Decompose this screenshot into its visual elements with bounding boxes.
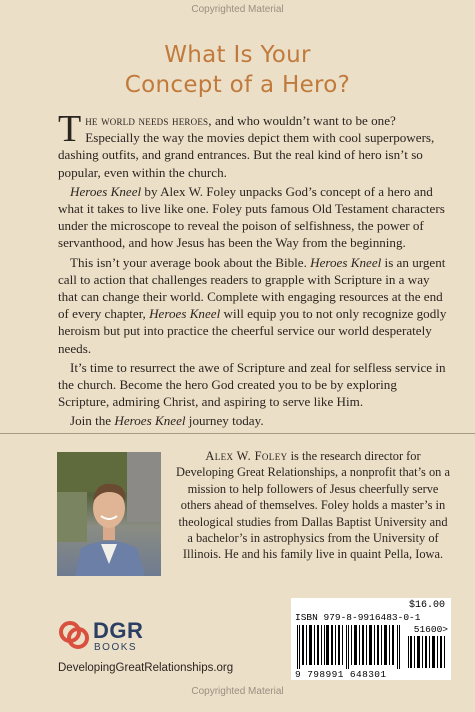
- description-paragraph-1: [58, 108, 450, 181]
- isbn-barcode: [291, 598, 451, 680]
- book-title-italic: Heroes Kneel: [310, 254, 382, 270]
- copyright-watermark-bottom: Copyrighted Material: [191, 686, 284, 697]
- price: $16.00: [408, 600, 445, 611]
- ean-barcode-bars: [295, 625, 403, 669]
- book-title-italic: Heroes Kneel: [114, 413, 186, 429]
- drop-cap: T: [58, 108, 82, 150]
- description-paragraph-5: [58, 412, 450, 429]
- dgr-logo-mark-icon: [58, 618, 90, 652]
- headline-line-2: Concept of a Hero?: [124, 72, 351, 98]
- description-paragraph-4: It’s time to resurrect the awe of Scripture and zeal for selfless service in the church. Become the hero God created you to be by exploring Scripture, admiring Christ, and aspiring to serve like Him.: [58, 359, 446, 410]
- book-description: [58, 108, 450, 432]
- paragraph-3-text-b: is an urgent call to action that challenges readers to grapple with Scripture in a way that can change their world. Complete with engaging resources at the end of every chapter,: [58, 254, 446, 322]
- section-divider: [0, 433, 475, 434]
- author-bio: [175, 448, 451, 563]
- copyright-watermark-top: Copyrighted Material: [191, 4, 284, 15]
- price-supplement-code: 51600>: [413, 624, 448, 635]
- paragraph-5-text-a: Join the: [70, 413, 115, 429]
- logo-books-text: BOOKS: [94, 642, 138, 653]
- barcode-digits: 9 798991 648301: [295, 669, 387, 680]
- paragraph-5-text-b: journey today.: [185, 413, 264, 429]
- author-name: Alex W. Foley: [205, 449, 288, 463]
- logo-dgr-text: DGR: [93, 618, 144, 643]
- author-photo: [57, 452, 161, 576]
- supplement-barcode-bars: [407, 636, 447, 668]
- opening-smallcaps: he world needs heroes,: [85, 113, 212, 128]
- description-paragraph-3: [58, 254, 450, 357]
- book-title-italic: Heroes Kneel: [70, 183, 142, 199]
- headline-line-1: What Is Your: [164, 42, 311, 68]
- book-title-italic: Heroes Kneel: [149, 306, 221, 322]
- publisher-url: DevelopingGreatRelationships.org: [58, 662, 234, 674]
- isbn-number: ISBN 979-8-9916483-0-1: [295, 612, 421, 623]
- paragraph-1-text: and who wouldn’t want to be one? Especially the way the movies depict them with cool superpowers, dashing outfits, and grand entrances. But the real kind of hero isn’t so popular, even within the church.: [58, 113, 435, 180]
- author-bio-text: is the research director for Developing Great Relationships, a nonprofit that’s on a mission to help followers of Jesus cheerfully serve others ahead of themselves. Foley holds a master’s in theological studies from Dallas Baptist University and a bachelor’s in astrophysics from the University of Illinois. He and his family live in quaint Pella, Iowa.: [176, 449, 450, 562]
- paragraph-2-text: by Alex W. Foley unpacks God’s concept of a hero and what it takes to live like one. Foley puts famous Old Testament characters under the microscope to reveal the poison of selfishness, the power of servanthood, and how Jesus has been the Way from the beginning.: [58, 183, 445, 251]
- paragraph-3-text-c: will equip you to not only recognize godly heroism but put into practice the cheerful service our world desperately needs.: [58, 306, 447, 356]
- back-cover-headline: [0, 40, 475, 100]
- publisher-logo: [58, 618, 258, 678]
- description-paragraph-2: [58, 183, 450, 252]
- paragraph-3-text-a: This isn’t your average book about the Bible.: [70, 254, 311, 270]
